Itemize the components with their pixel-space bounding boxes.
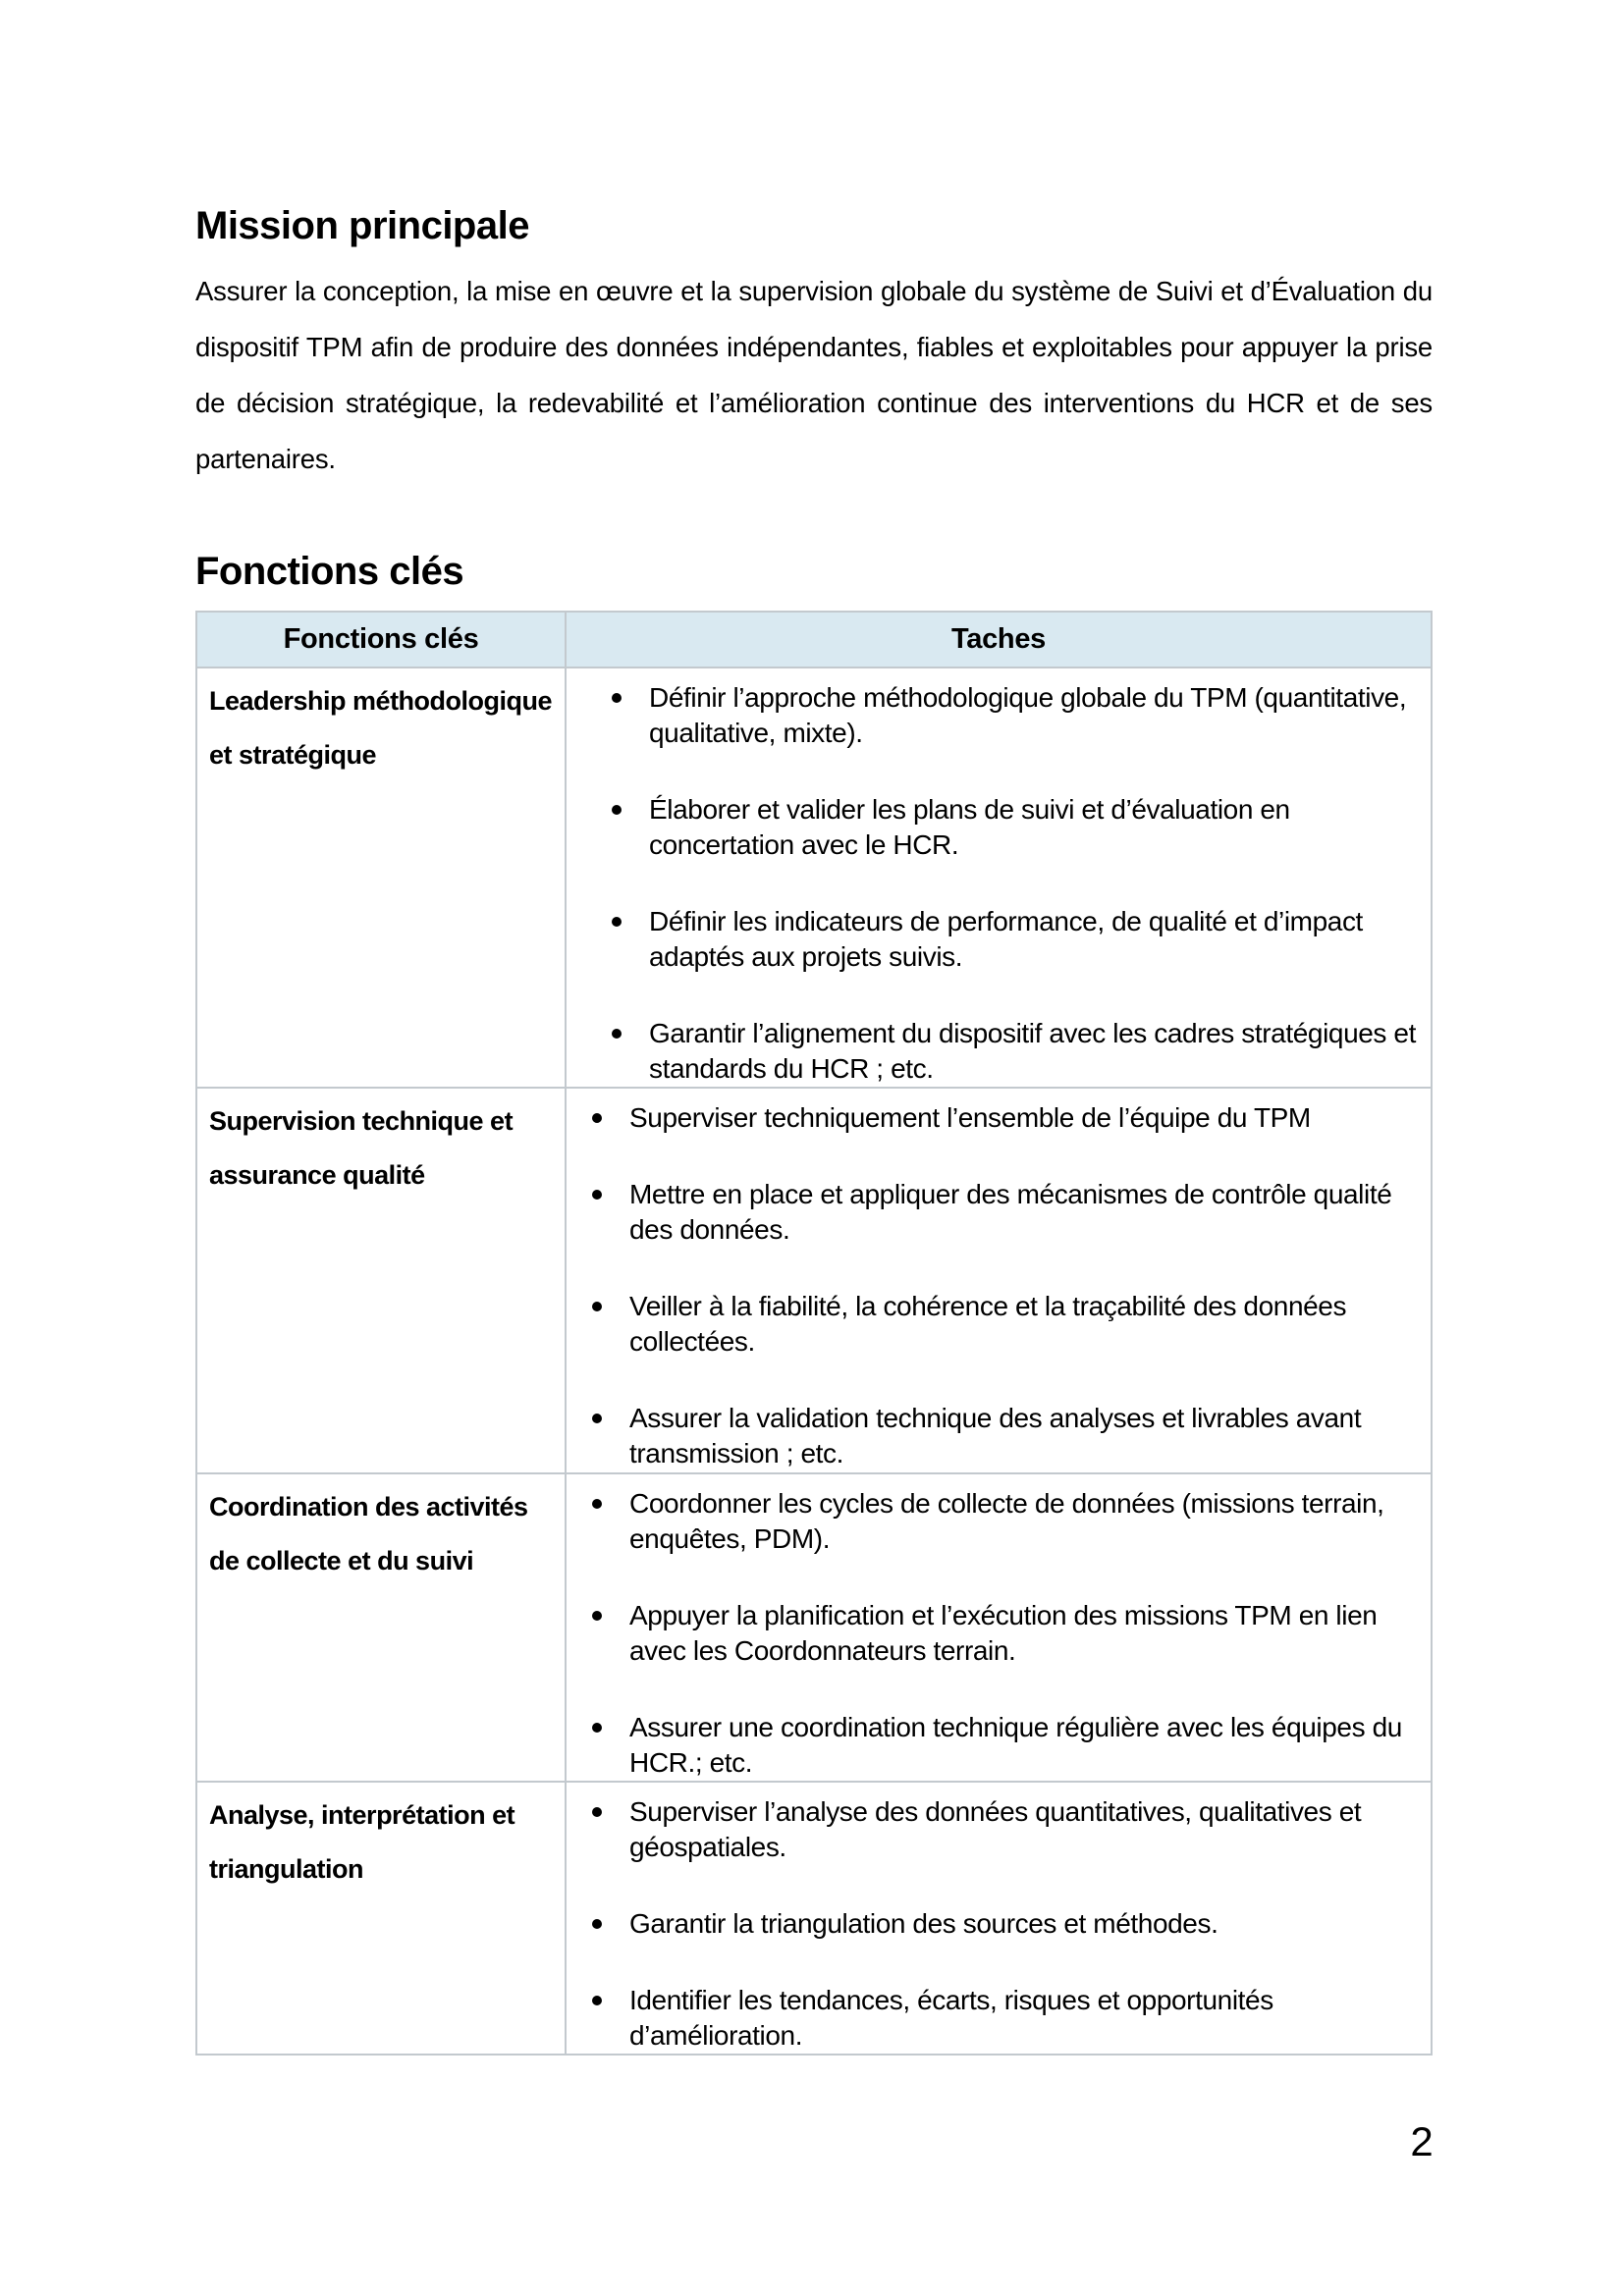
- task-item: [629, 1710, 1421, 1781]
- mission-paragraph: Assurer la conception, la mise en œuvre et la supervision globale du système de Suivi et d’Évaluation du dispositif TPM afin de produire des données indépendantes, fiables et exploitables pour appuyer la prise de décision stratégique, la redevabilité et l’amélioration continue des interventions du HCR et de ses partenaires.: [195, 276, 1433, 474]
- bullet-icon: [592, 1807, 602, 1817]
- table-row: [196, 667, 1432, 1088]
- table-header-taches: Taches: [566, 612, 1432, 667]
- page-number: 2: [1410, 2118, 1434, 2164]
- task-item: [629, 1598, 1421, 1669]
- bullet-icon: [592, 1113, 602, 1123]
- task-item: [649, 904, 1421, 975]
- task-text: Identifier les tendances, écarts, risques et opportunités d’amélioration.: [629, 1985, 1273, 2051]
- task-item: [629, 1401, 1421, 1471]
- task-text: Appuyer la planification et l’exécution des missions TPM en lien avec les Coordonnateurs terrain.: [629, 1600, 1378, 1666]
- bullet-icon: [592, 1611, 602, 1621]
- task-list: [567, 680, 1421, 1087]
- task-text: Coordonner les cycles de collecte de données (missions terrain, enquêtes, PDM).: [629, 1488, 1384, 1554]
- function-label: Leadership méthodologique et stratégique: [209, 686, 553, 770]
- task-item: [629, 1486, 1421, 1557]
- function-label: Supervision technique et assurance qualité: [209, 1106, 514, 1190]
- table-row: [196, 1473, 1432, 1782]
- task-text: Définir les indicateurs de performance, de qualité et d’impact adaptés aux projets suivis.: [649, 906, 1363, 972]
- table-row: [196, 1088, 1432, 1473]
- task-item: [629, 1983, 1421, 2054]
- bullet-icon: [592, 1723, 602, 1733]
- task-item: [629, 1794, 1421, 1865]
- function-cell: [196, 1088, 566, 1473]
- function-cell: [196, 1782, 566, 2055]
- tasks-cell: [566, 1088, 1432, 1473]
- bullet-icon: [592, 1302, 602, 1311]
- task-item: [629, 1906, 1421, 1942]
- task-item: [629, 1100, 1421, 1136]
- bullet-icon: [612, 917, 622, 927]
- page-content: [195, 0, 1433, 2056]
- task-text: Superviser techniquement l’ensemble de l’équipe du TPM: [629, 1102, 1311, 1133]
- task-text: Garantir la triangulation des sources et méthodes.: [629, 1908, 1218, 1939]
- task-item: [649, 1016, 1421, 1087]
- task-text: Veiller à la fiabilité, la cohérence et la traçabilité des données collectées.: [629, 1291, 1347, 1357]
- task-text: Assurer une coordination technique régulière avec les équipes du HCR.; etc.: [629, 1712, 1402, 1778]
- bullet-icon: [592, 1190, 602, 1200]
- task-text: Mettre en place et appliquer des mécanismes de contrôle qualité des données.: [629, 1179, 1392, 1245]
- table-row: [196, 1782, 1432, 2055]
- task-text: Superviser l’analyse des données quantitatives, qualitatives et géospatiales.: [629, 1796, 1362, 1862]
- bullet-icon: [592, 1996, 602, 2005]
- bullet-icon: [592, 1499, 602, 1509]
- task-item: [629, 1177, 1421, 1248]
- task-text: Élaborer et valider les plans de suivi et d’évaluation en concertation avec le HCR.: [649, 794, 1290, 860]
- task-list: [567, 1100, 1421, 1471]
- task-list: [567, 1486, 1421, 1781]
- function-cell: [196, 1473, 566, 1782]
- tasks-cell: [566, 1473, 1432, 1782]
- tasks-cell: [566, 667, 1432, 1088]
- table-header-row: [196, 612, 1432, 667]
- bullet-icon: [612, 805, 622, 815]
- task-text: Garantir l’alignement du dispositif avec les cadres stratégiques et standards du HCR ; etc.: [649, 1018, 1416, 1084]
- function-label: Analyse, interprétation et triangulation: [209, 1800, 515, 1884]
- task-text: Définir l’approche méthodologique globale du TPM (quantitative, qualitative, mixte).: [649, 682, 1407, 748]
- mission-heading: Mission principale: [195, 204, 529, 247]
- function-cell: [196, 667, 566, 1088]
- bullet-icon: [612, 693, 622, 703]
- task-text: Assurer la validation technique des analyses et livrables avant transmission ; etc.: [629, 1403, 1362, 1468]
- task-item: [629, 1289, 1421, 1360]
- task-item: [649, 792, 1421, 863]
- task-list: [567, 1794, 1421, 2054]
- functions-heading: Fonctions clés: [195, 550, 464, 593]
- bullet-icon: [612, 1029, 622, 1039]
- table-header-fonctions: Fonctions clés: [196, 612, 566, 667]
- bullet-icon: [592, 1919, 602, 1929]
- tasks-cell: [566, 1782, 1432, 2055]
- functions-table: [195, 611, 1433, 2056]
- function-label: Coordination des activités de collecte et du suivi: [209, 1492, 528, 1575]
- bullet-icon: [592, 1414, 602, 1423]
- task-item: [649, 680, 1421, 751]
